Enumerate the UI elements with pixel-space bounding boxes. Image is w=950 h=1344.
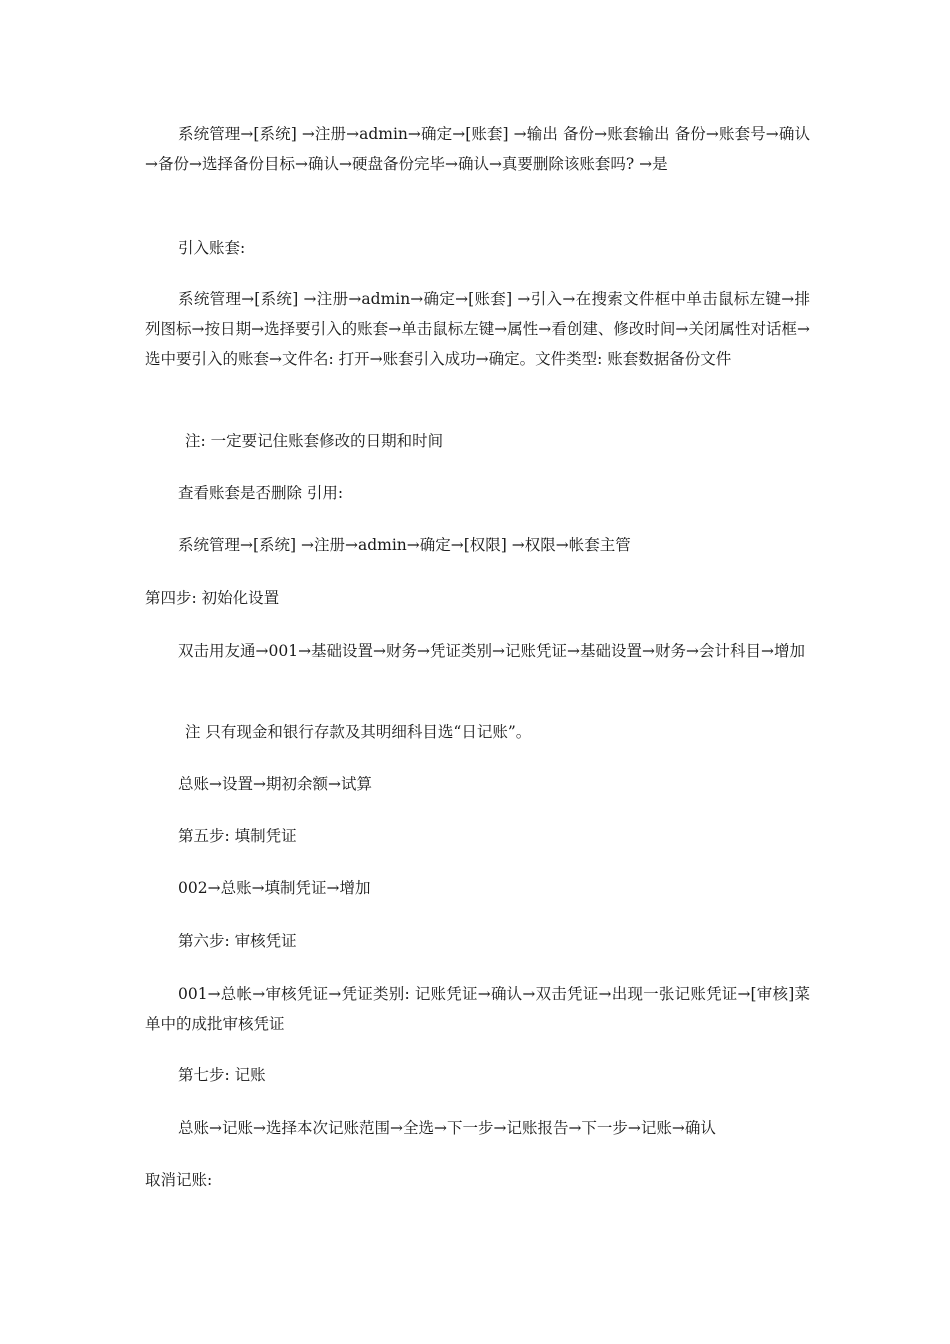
note-journal-account: 注 只有现金和银行存款及其明细科目选“日记账”。 xyxy=(185,723,532,741)
note-remember-date: 注: 一定要记住账套修改的日期和时间 xyxy=(185,432,444,450)
heading-import-account: 引入账套: xyxy=(178,239,246,257)
paragraph-fill-voucher: 002→总账→填制凭证→增加 xyxy=(178,879,371,897)
paragraph-init-steps: 双击用友通→001→基础设置→财务→凭证类别→记账凭证→基础设置→财务→会计科目→增加 xyxy=(178,642,805,660)
paragraph-audit-voucher: 001→总帐→审核凭证→凭证类别: 记账凭证→确认→双击凭证→出现一张记账凭证→[审核]菜单中的成批审核凭证 xyxy=(145,985,810,1033)
paragraph-opening-balance: 总账→设置→期初余额→试算 xyxy=(178,775,372,793)
paragraph-permission-steps: 系统管理→[系统] →注册→admin→确定→[权限] →权限→帐套主管 xyxy=(178,536,631,554)
paragraph-posting-steps: 总账→记账→选择本次记账范围→全选→下一步→记账报告→下一步→记账→确认 xyxy=(178,1119,716,1137)
paragraph-backup-steps: 系统管理→[系统] →注册→admin→确定→[账套] →输出 备份→账套输出 备份→账套号→确认→备份→选择备份目标→确认→硬盘备份完毕→确认→真要删除该账套吗? →是 xyxy=(145,125,810,173)
heading-check-deleted: 查看账套是否删除 引用: xyxy=(178,484,344,502)
heading-step-seven: 第七步: 记账 xyxy=(178,1066,266,1084)
heading-cancel-posting: 取消记账: xyxy=(145,1171,213,1189)
paragraph-import-steps: 系统管理→[系统] →注册→admin→确定→[账套] →引入→在搜索文件框中单击鼠标左键→排列图标→按日期→选择要引入的账套→单击鼠标左键→属性→看创建、修改时间→关闭属性对话框→选中要引入的账套→文件名: 打开→账套引入成功→确定。文件类型: 账套数据备份文件 xyxy=(145,290,810,368)
heading-step-five: 第五步: 填制凭证 xyxy=(178,827,297,845)
heading-step-four: 第四步: 初始化设置 xyxy=(145,589,280,607)
heading-step-six: 第六步: 审核凭证 xyxy=(178,932,297,950)
